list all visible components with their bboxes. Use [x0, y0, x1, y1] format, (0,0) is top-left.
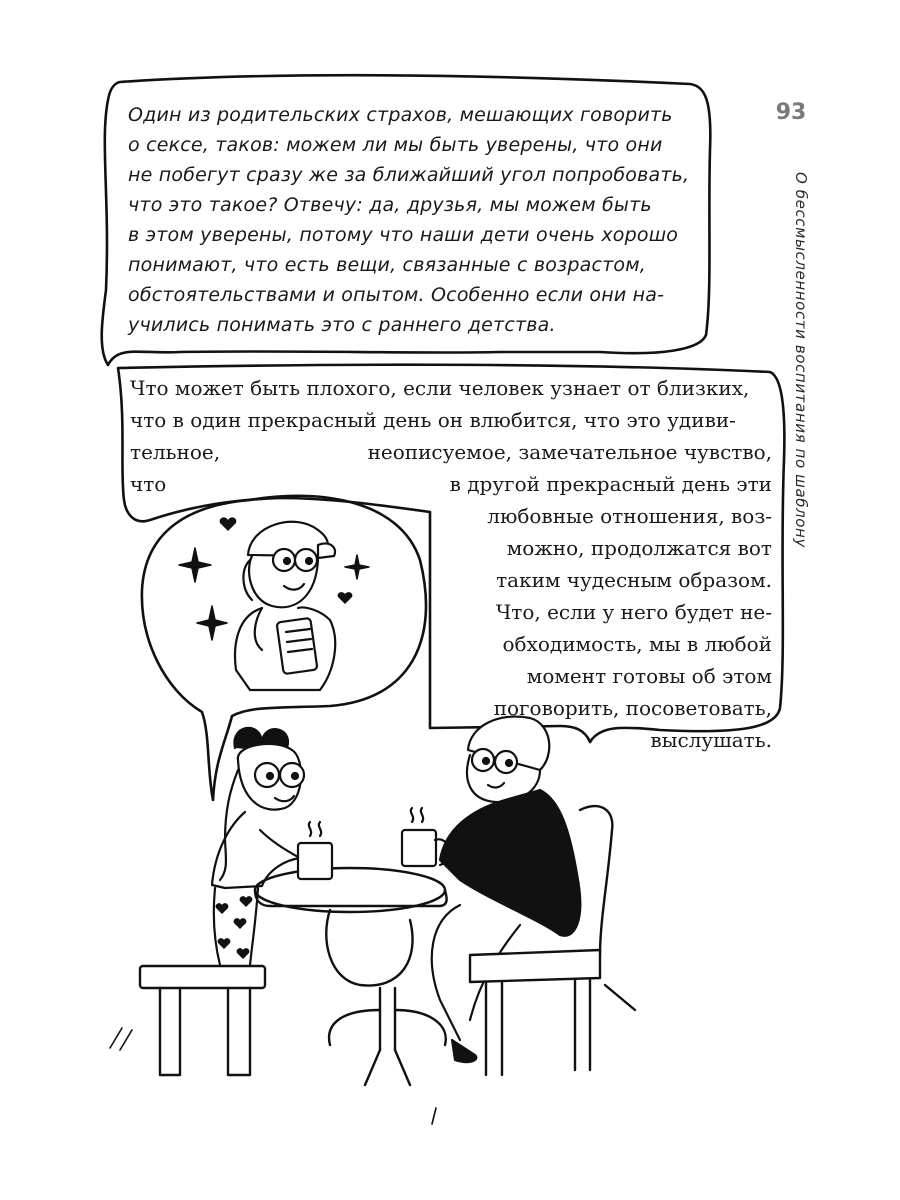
page-number: 93: [775, 100, 807, 125]
bottom-bubble-line: любовные отношения, воз-: [487, 504, 772, 528]
top-bubble-line: обстоятельствами и опытом. Особенно если они на-: [128, 284, 665, 306]
bottom-bubble-line: тельное,: [130, 440, 221, 464]
top-bubble-line: в этом уверены, потому что наши дети очень хорошо: [128, 224, 679, 246]
bottom-bubble-line: в другой прекрасный день эти: [449, 472, 772, 496]
top-bubble-line: Один из родительских страхов, мешающих говорить: [128, 104, 673, 126]
bottom-bubble-line: момент готовы об этом: [526, 664, 772, 688]
bottom-bubble-line: можно, продолжатся вот: [506, 536, 772, 560]
bottom-bubble-line: выслушать.: [650, 728, 772, 752]
bottom-bubble-line: таким чудесным образом.: [496, 568, 772, 592]
bottom-bubble-line: что в один прекрасный день он влюбится, что это удиви-: [130, 408, 736, 432]
bottom-bubble-line: обходимость, мы в любой: [502, 632, 772, 656]
bottom-bubble-line: поговорить, посоветовать,: [493, 696, 772, 720]
bottom-bubble-line: неописуемое, замечательное чувство,: [367, 440, 772, 464]
bottom-bubble-line: Что может быть плохого, если человек узнает от близких,: [130, 376, 750, 400]
top-bubble-line: о сексе, таков: можем ли мы быть уверены, что они: [128, 134, 663, 156]
bottom-bubble-line: что: [130, 472, 167, 496]
top-bubble-line: понимают, что есть вещи, связанные с возрастом,: [128, 254, 646, 276]
bottom-bubble-line: Что, если у него будет не-: [495, 600, 772, 624]
top-bubble-line: не побегут сразу же за ближайший угол попробовать,: [128, 164, 690, 186]
top-bubble-line: учились понимать это с раннего детства.: [128, 314, 556, 336]
running-head-text: О бессмысленности воспитания по шаблону: [792, 172, 810, 548]
top-bubble-line: что это такое? Отвечу: да, друзья, мы можем быть: [128, 194, 652, 216]
